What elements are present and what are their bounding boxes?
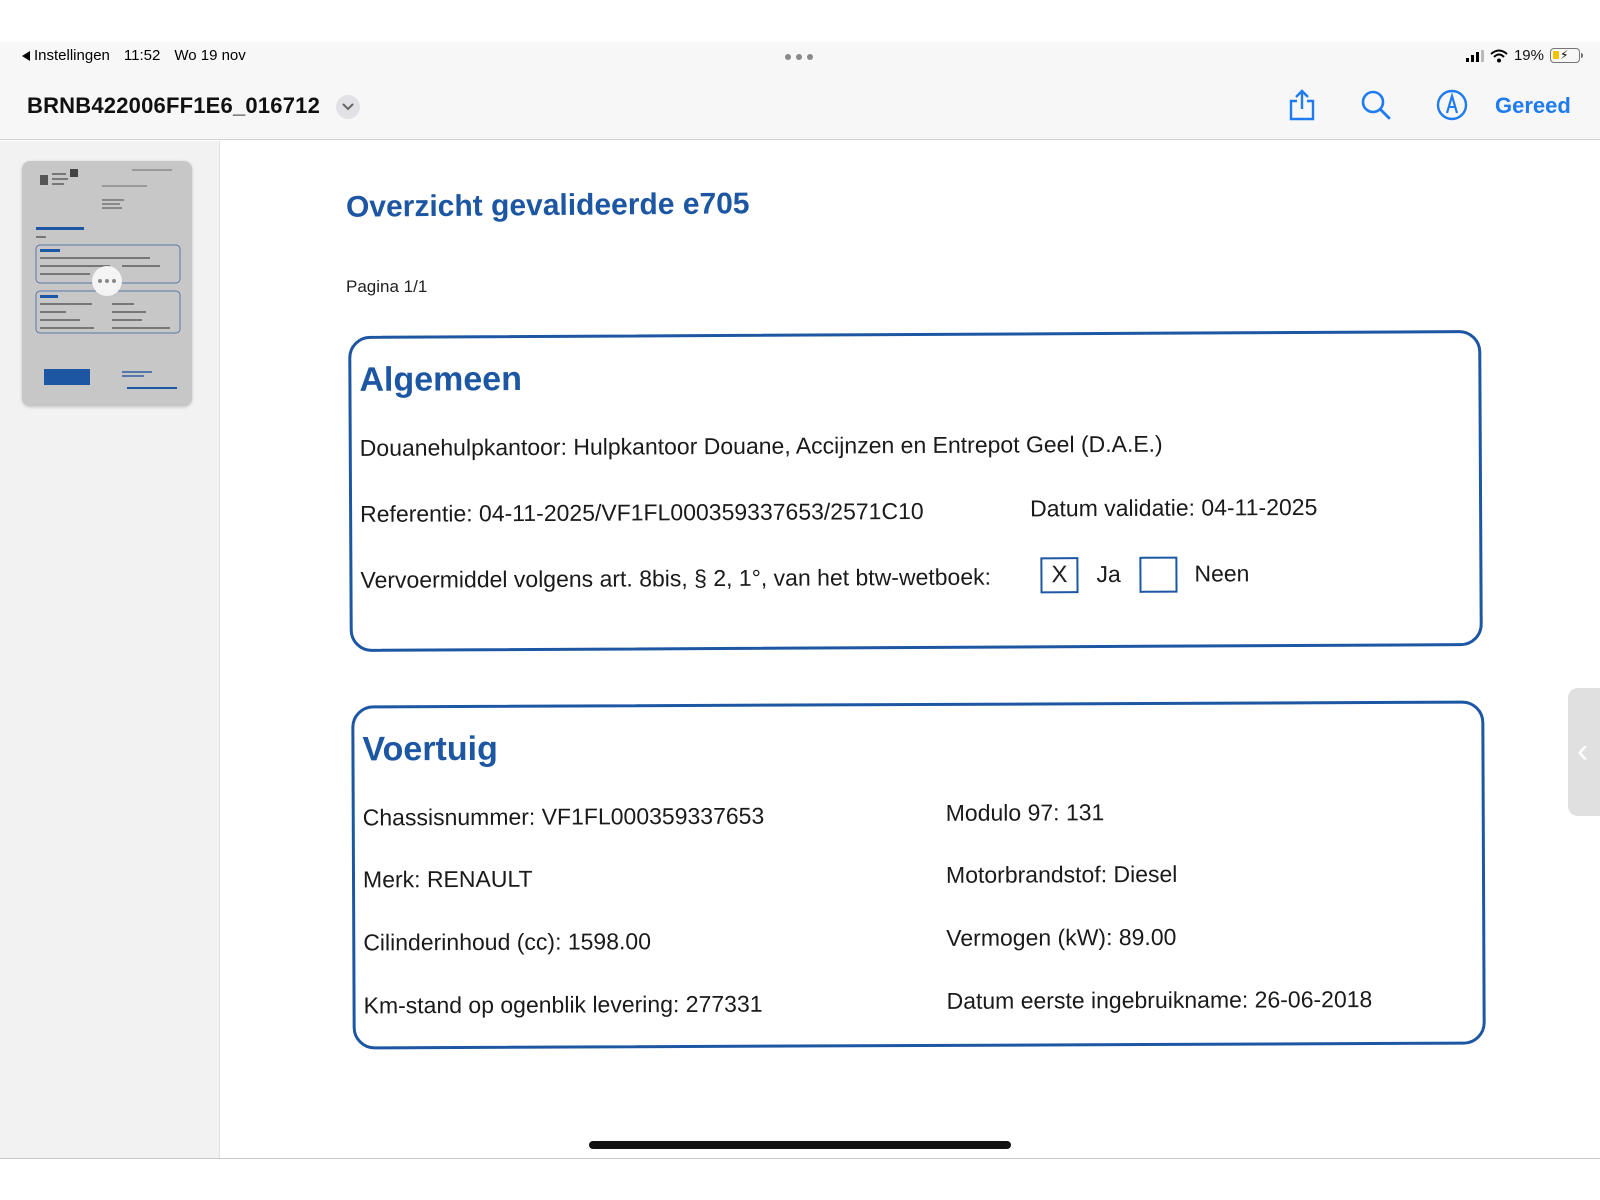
markup-icon[interactable] (1434, 87, 1470, 123)
voertuig-section (351, 701, 1485, 1050)
neen-checkbox (1139, 557, 1177, 593)
vervoermiddel-text: Vervoermiddel volgens art. 8bis, § 2, 1°, van het btw-wetboek: (360, 563, 992, 593)
back-app-label: Instellingen (34, 47, 110, 64)
side-panel-handle[interactable] (1568, 688, 1600, 816)
datum-validatie-text: Datum validatie: 04-11-2025 (1030, 493, 1318, 522)
page-number-label: Pagina 1/1 (346, 277, 428, 296)
merk-text: Merk: RENAULT (362, 865, 533, 893)
back-triangle-icon (22, 51, 30, 61)
douanekantoor-text: Douanehulpkantoor: Hulpkantoor Douane, Accijnzen en Entrepot Geel (D.A.E.) (359, 430, 1163, 461)
algemeen-section (348, 330, 1483, 652)
voertuig-title: Voertuig (362, 729, 498, 769)
vermogen-text: Vermogen (kW): 89.00 (946, 923, 1177, 951)
navigation-bar (0, 70, 1600, 140)
status-left (22, 47, 246, 64)
cilinderinhoud-text: Cilinderinhoud (cc): 1598.00 (363, 928, 652, 956)
neen-label: Neen (1194, 560, 1250, 587)
kmstand-text: Km-stand op ogenblik levering: 277331 (363, 990, 763, 1019)
motorbrandstof-text: Motorbrandstof: Diesel (945, 860, 1178, 888)
status-right (1466, 47, 1580, 64)
thumbnail-more-button[interactable] (92, 266, 122, 296)
document-page (221, 141, 1600, 1159)
status-time: 11:52 (123, 47, 161, 64)
document-title[interactable]: BRNB422006FF1E6_016712 (27, 93, 321, 118)
thumbnail-sidebar (0, 141, 220, 1159)
bottom-divider (0, 1158, 1600, 1159)
page-thumbnail[interactable] (22, 161, 192, 406)
battery-icon: ⚡ (1550, 48, 1580, 63)
algemeen-title: Algemeen (359, 360, 523, 399)
top-margin (0, 0, 1600, 42)
status-bar (0, 42, 1600, 70)
ja-label: Ja (1096, 560, 1121, 588)
search-icon[interactable] (1358, 87, 1394, 123)
status-date: Wo 19 nov (174, 47, 246, 64)
wifi-icon (1490, 49, 1508, 63)
chevron-left-icon: ‹ (1577, 732, 1589, 770)
ja-checkbox (1040, 557, 1078, 593)
share-icon[interactable] (1284, 87, 1320, 123)
referentie-text: Referentie: 04-11-2025/VF1FL000359337653/2571C10 (360, 497, 924, 527)
title-menu-button[interactable] (336, 95, 360, 119)
back-to-app-link[interactable] (22, 47, 110, 64)
document-heading: Overzicht gevalideerde e705 (345, 187, 750, 224)
multitasking-dots-icon[interactable] (785, 54, 813, 60)
ja-check-mark: X (1051, 561, 1068, 589)
done-button[interactable]: Gereed (1495, 93, 1571, 118)
datum-ingebruikname-text: Datum eerste ingebruikname: 26-06-2018 (946, 986, 1373, 1014)
chassisnummer-text: Chassisnummer: VF1FL000359337653 (362, 802, 765, 831)
battery-percent: 19% (1513, 47, 1544, 64)
chevron-down-icon (342, 103, 354, 111)
home-indicator[interactable] (589, 1141, 1011, 1149)
modulo-text: Modulo 97: 131 (945, 799, 1105, 826)
cellular-signal-icon (1466, 50, 1484, 62)
